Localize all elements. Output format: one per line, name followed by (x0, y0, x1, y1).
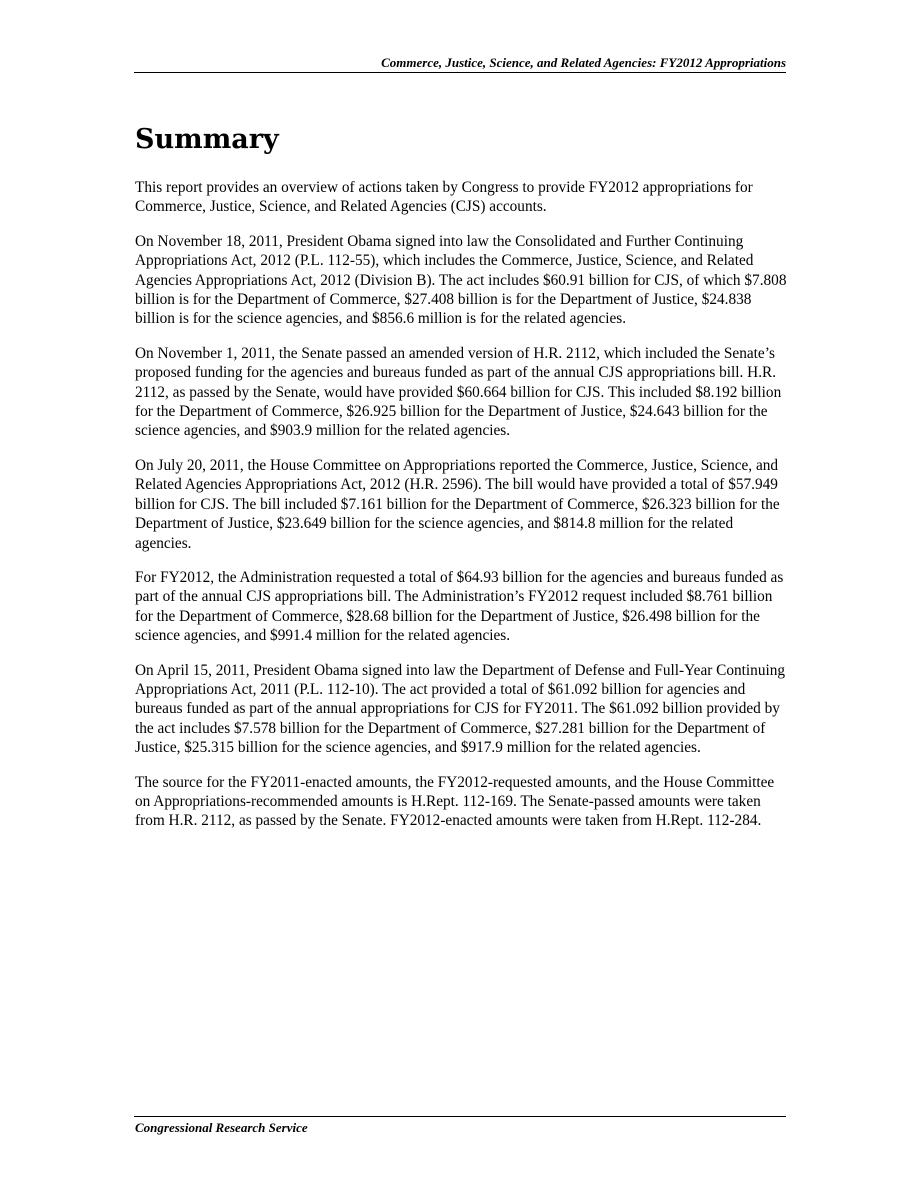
header-divider (134, 72, 786, 73)
footer-divider (134, 1116, 786, 1117)
summary-paragraph-request: For FY2012, the Administration requested a total of $64.93 billion for the agencies and bureaus funded as part of the annual CJS appropriations bill. The Administration’s FY2012 request included $8.761 billion for the Department of Commerce, $28.68 billion for the Department of Justice, $26.498 billion for the science agencies, and $991.4 million for the related agencies. (135, 568, 784, 645)
summary-paragraph-house: On July 20, 2011, the House Committee on Appropriations reported the Commerce, Justice, Science, and Related Agencies Appropriations Act, 2012 (H.R. 2596). The bill would have provided a total of $57.949 billion for CJS. The bill included $7.161 billion for the Department of Commerce, $26.323 billion for the Department of Justice, $23.649 billion for the science agencies, and $814.8 million for the related agencies. (135, 456, 780, 552)
running-footer: Congressional Research Service (135, 1120, 308, 1135)
summary-paragraph-sources: The source for the FY2011-enacted amounts, the FY2012-requested amounts, and the House Committee on Appropriations-recommended amounts is H.Rept. 112-169. The Senate-passed amounts were taken from H.R. 2112, as passed by the Senate. FY2012-enacted amounts were taken from H.Rept. 112-284. (135, 773, 775, 830)
summary-paragraph-enacted: On November 18, 2011, President Obama signed into law the Consolidated and Further Continuing Appropriations Act, 2012 (P.L. 112-55), which includes the Commerce, Justice, Science, and Related Agencies Appropriations Act, 2012 (Division B). The act includes $60.91 billion for CJS, of which $7.808 billion is for the Department of Commerce, $27.408 billion is for the Department of Justice, $24.838 billion is for the science agencies, and $856.6 million is for the related agencies. (135, 232, 787, 328)
summary-paragraph-senate: On November 1, 2011, the Senate passed an amended version of H.R. 2112, which included the Senate’s proposed funding for the agencies and bureaus funded as part of the annual CJS appropriations bill. H.R. 2112, as passed by the Senate, would have provided $60.664 billion for CJS. This included $8.192 billion for the Department of Commerce, $26.925 billion for the Department of Justice, $24.643 billion for the science agencies, and $903.9 million for the related agencies. (135, 344, 782, 440)
summary-paragraph-fy2011: On April 15, 2011, President Obama signed into law the Department of Defense and Full-Year Continuing Appropriations Act, 2011 (P.L. 112-10). The act provided a total of $61.092 billion for agencies and bureaus funded as part of the annual appropriations for CJS for FY2011. The $61.092 billion provided by the act includes $7.578 billion for the Department of Commerce, $27.281 billion for the Department of Justice, $25.315 billion for the science agencies, and $917.9 million for the related agencies. (135, 661, 786, 757)
running-header: Commerce, Justice, Science, and Related Agencies: FY2012 Appropriations (381, 55, 786, 70)
summary-paragraph-overview: This report provides an overview of actions taken by Congress to provide FY2012 appropriations for Commerce, Justice, Science, and Related Agencies (CJS) accounts. (135, 179, 753, 216)
summary-body (135, 178, 790, 846)
page-title: Summary (135, 124, 279, 155)
